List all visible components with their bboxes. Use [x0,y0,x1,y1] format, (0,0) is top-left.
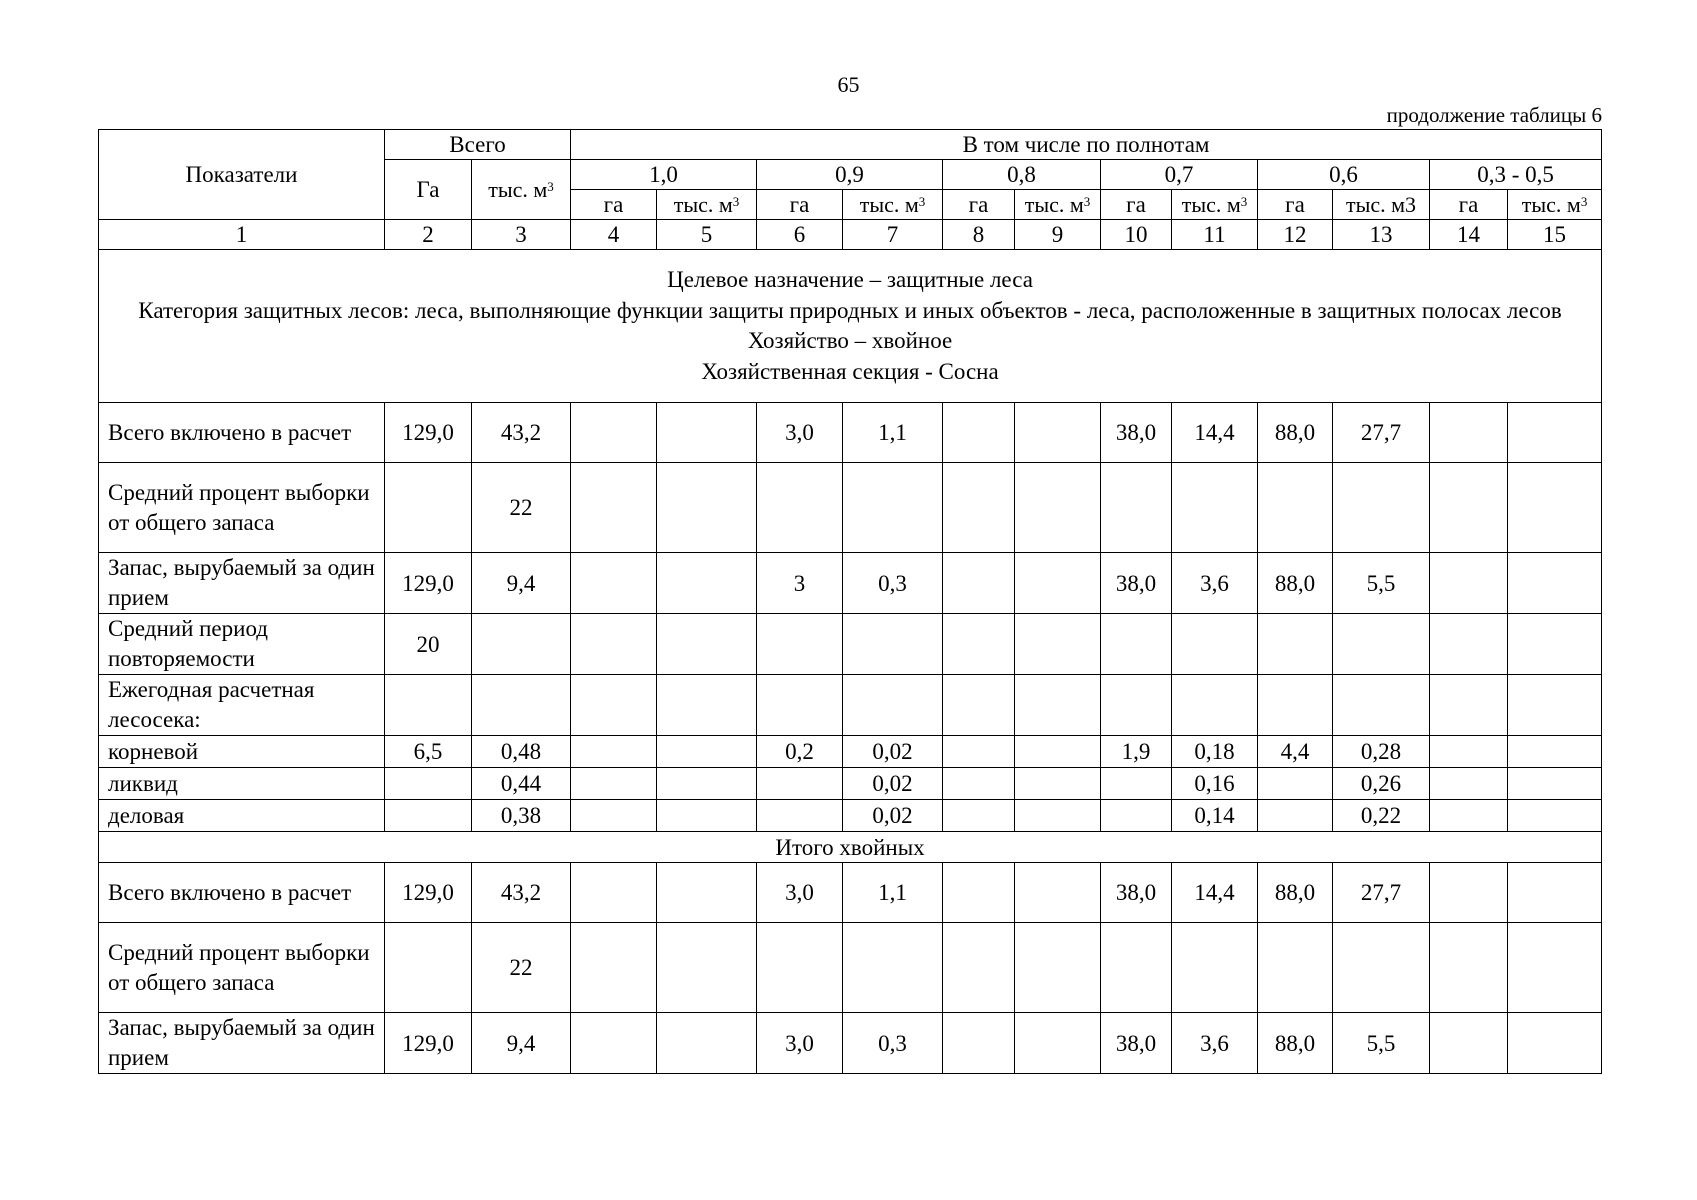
table-cell: 22 [472,463,571,553]
table-cell: 14,4 [1172,863,1258,923]
table-row [99,614,1602,675]
table-cell [1430,863,1508,923]
table-cell [1508,1013,1602,1074]
table-cell: 0,26 [1333,768,1430,800]
table-cell: 5,5 [1333,1013,1430,1074]
volume-header: тыс. $м^3$ [1015,190,1101,220]
density-header: 0,3 - 0,5 [1430,160,1602,190]
volume-header: тыс. $м^3$ [1508,190,1602,220]
density-header: 0,9 [757,160,943,190]
table-cell [385,463,472,553]
page-number: 65 [837,72,860,97]
table-row [99,403,1602,463]
table-cell [657,463,757,553]
table-continuation-label: продолжение таблицы 6 [1386,103,1602,127]
ha-header: га [571,190,657,220]
table-cell: 129,0 [385,403,472,463]
column-number: 15 [1508,220,1602,250]
table-cell [843,923,943,1013]
table-cell: 38,0 [1101,863,1172,923]
table-cell [1508,403,1602,463]
table-cell [1508,736,1602,768]
table-cell: 27,7 [1333,863,1430,923]
section-header-row [99,250,1602,403]
table-cell [571,1013,657,1074]
table-cell: 9,4 [472,553,571,614]
column-number: 13 [1333,220,1430,250]
table-cell [757,768,843,800]
table-cell [472,675,571,736]
table-cell: 3,6 [1172,553,1258,614]
row-label: Ежегодная расчетная лесосека: [99,675,385,736]
table-cell [657,800,757,832]
table-cell [1333,463,1430,553]
table-cell [943,403,1015,463]
table-cell: 88,0 [1258,403,1333,463]
table-cell [1015,736,1101,768]
density-header: 0,8 [943,160,1101,190]
table-cell: 3,0 [757,1013,843,1074]
table-cell [1430,800,1508,832]
table-row [99,800,1602,832]
volume-header: тыс. м3 [1333,190,1430,220]
table-cell: 38,0 [1101,1013,1172,1074]
table-cell [1430,923,1508,1013]
total-section-header: Итого хвойных [99,832,1602,863]
table-cell [571,800,657,832]
table-cell [657,553,757,614]
table-cell: 27,7 [1333,403,1430,463]
table-cell [1430,768,1508,800]
economy-line: Хозяйство – хвойное [747,328,953,353]
density-header: 0,7 [1101,160,1258,190]
table-cell [1015,923,1101,1013]
table-cell [943,463,1015,553]
purpose-line: Целевое назначение – защитные леса [667,267,1033,292]
table-cell [943,553,1015,614]
table-row [99,736,1602,768]
table-cell [1015,768,1101,800]
column-number: 6 [757,220,843,250]
table-cell [1430,675,1508,736]
table-cell [1258,614,1333,675]
row-label: корневой [99,736,385,768]
table-cell: 22 [472,923,571,1013]
table-cell: 0,3 [843,1013,943,1074]
table-cell [1015,800,1101,832]
table-cell [1508,863,1602,923]
table-cell [943,800,1015,832]
ha-header: га [757,190,843,220]
table-cell: 0,02 [843,736,943,768]
table-cell: 4,4 [1258,736,1333,768]
table-cell [1101,614,1172,675]
table-cell [1258,675,1333,736]
table-cell [1333,614,1430,675]
table-cell [943,863,1015,923]
table-row [99,675,1602,736]
table-cell [1430,614,1508,675]
table-cell [1015,463,1101,553]
table-cell [1508,553,1602,614]
row-label: Запас, вырубаемый за один прием [99,1013,385,1074]
table-cell: 20 [385,614,472,675]
table-cell [657,403,757,463]
table-cell: 1,9 [1101,736,1172,768]
table-cell [1172,675,1258,736]
volume-header: тыс. $м^3$ [657,190,757,220]
table-cell: 14,4 [1172,403,1258,463]
table-cell [385,923,472,1013]
table-cell: 3,0 [757,863,843,923]
table-cell [1172,463,1258,553]
table-cell [571,614,657,675]
table-cell: 0,48 [472,736,571,768]
table-cell [1015,1013,1101,1074]
ha-header: га [1258,190,1333,220]
column-number: 11 [1172,220,1258,250]
table-cell: 6,5 [385,736,472,768]
table-cell [571,863,657,923]
table-cell: 0,02 [843,800,943,832]
table-cell: 0,38 [472,800,571,832]
table-cell: 129,0 [385,553,472,614]
column-number: 10 [1101,220,1172,250]
column-number: 5 [657,220,757,250]
table-cell: 0,44 [472,768,571,800]
table-cell: 0,14 [1172,800,1258,832]
table-cell [943,923,1015,1013]
total-rows [99,863,1602,1074]
table-cell [843,463,943,553]
table-cell: 3 [757,553,843,614]
ha-header: га [1430,190,1508,220]
column-number: 14 [1430,220,1508,250]
ha-header: га [943,190,1015,220]
ha-header: га [1101,190,1172,220]
table-cell [943,675,1015,736]
table-cell [657,923,757,1013]
table-cell: 1,1 [843,863,943,923]
table-cell [657,675,757,736]
density-header: 0,6 [1258,160,1430,190]
table-cell: 5,5 [1333,553,1430,614]
table-cell: 0,3 [843,553,943,614]
table-cell: 88,0 [1258,553,1333,614]
table-cell [571,736,657,768]
table-cell [1015,675,1101,736]
table-cell: 1,1 [843,403,943,463]
table-cell [1508,923,1602,1013]
volume-header: тыс. $м^3$ [843,190,943,220]
table-cell [571,553,657,614]
table-cell [657,736,757,768]
row-label: ликвид [99,768,385,800]
table-cell [1101,923,1172,1013]
table-cell [1508,800,1602,832]
table-row [99,863,1602,923]
column-number-row [99,220,1602,250]
table-cell: 88,0 [1258,1013,1333,1074]
column-number: 12 [1258,220,1333,250]
table-cell [943,614,1015,675]
table-cell [1015,403,1101,463]
table-cell [757,800,843,832]
table-cell [757,614,843,675]
table-cell [1015,863,1101,923]
table-row [99,768,1602,800]
table-cell [1508,675,1602,736]
column-number: 4 [571,220,657,250]
table-cell [1430,553,1508,614]
section-header [99,250,1602,403]
total-section-row [99,832,1602,863]
column-number: 3 [472,220,571,250]
table-cell: 0,16 [1172,768,1258,800]
table-cell [385,675,472,736]
indicators-header: Показатели [99,130,385,220]
column-number: 8 [943,220,1015,250]
table-cell [472,614,571,675]
table-cell [1101,675,1172,736]
table-cell [1508,768,1602,800]
table-cell [843,675,943,736]
row-label: Средний процент выборки от общего запаса [99,923,385,1013]
table-cell [571,463,657,553]
table-cell [1101,800,1172,832]
table-cell: 0,28 [1333,736,1430,768]
table-cell [1258,800,1333,832]
table-row [99,463,1602,553]
table-cell: 3,0 [757,403,843,463]
row-label: деловая [99,800,385,832]
table-cell [757,463,843,553]
table-cell [571,768,657,800]
table-cell [657,863,757,923]
table-cell [843,614,943,675]
table-cell [571,675,657,736]
table-cell [1258,923,1333,1013]
table-cell [1333,923,1430,1013]
column-number: 9 [1015,220,1101,250]
column-number: 7 [843,220,943,250]
table-cell [1333,675,1430,736]
table-cell [943,1013,1015,1074]
table-cell [943,736,1015,768]
total-header: Всего [385,130,571,160]
column-number: 2 [385,220,472,250]
table-cell [1172,923,1258,1013]
header-row-1 [99,130,1602,160]
table-cell: 38,0 [1101,553,1172,614]
table-cell: 9,4 [472,1013,571,1074]
table-cell [1430,1013,1508,1074]
table-cell: 129,0 [385,1013,472,1074]
density-header: 1,0 [571,160,757,190]
table-cell [1430,463,1508,553]
table-cell [1508,614,1602,675]
table-cell: 38,0 [1101,403,1172,463]
row-label: Средний период повторяемости [99,614,385,675]
table-cell [1015,614,1101,675]
table-row [99,553,1602,614]
forest-cutting-table [98,129,1602,1074]
row-label: Всего включено в расчет [99,403,385,463]
table-cell: 0,18 [1172,736,1258,768]
table-cell: 129,0 [385,863,472,923]
row-label: Запас, вырубаемый за один прием [99,553,385,614]
table-cell: 0,2 [757,736,843,768]
table-cell [943,768,1015,800]
table-cell [657,768,757,800]
econ-section-line: Хозяйственная секция - Сосна [701,358,999,384]
table-cell: 0,02 [843,768,943,800]
table-cell: 0,22 [1333,800,1430,832]
by-density-header: В том числе по полнотам [571,130,1602,160]
table-cell [571,923,657,1013]
table-cell: 88,0 [1258,863,1333,923]
table-cell [757,923,843,1013]
table-cell [1101,768,1172,800]
table-cell [1430,403,1508,463]
table-cell [1430,736,1508,768]
column-number: 1 [99,220,385,250]
table-cell [571,403,657,463]
total-ha-header: Га [385,160,472,220]
table-cell [1172,614,1258,675]
table-row [99,923,1602,1013]
table-cell [385,768,472,800]
table-cell [1015,553,1101,614]
table-cell [657,1013,757,1074]
row-label: Всего включено в расчет [99,863,385,923]
table-cell [1258,768,1333,800]
table-cell: 43,2 [472,863,571,923]
table-cell [757,675,843,736]
category-line: Категория защитных лесов: леса, выполняющие функции защиты природных и иных объектов - леса, расположенные в защитных полосах лесов [138,297,1562,323]
table-cell [1258,463,1333,553]
table-row [99,1013,1602,1074]
volume-header: тыс. $м^3$ [1172,190,1258,220]
row-label: Средний процент выборки от общего запаса [99,463,385,553]
table-cell: 3,6 [1172,1013,1258,1074]
section-rows [99,403,1602,832]
table-cell [385,800,472,832]
table-cell [1101,463,1172,553]
total-volume-header: тыс. $м^3$ [472,160,571,220]
table-cell [1508,463,1602,553]
table-cell: 43,2 [472,403,571,463]
table-cell [657,614,757,675]
